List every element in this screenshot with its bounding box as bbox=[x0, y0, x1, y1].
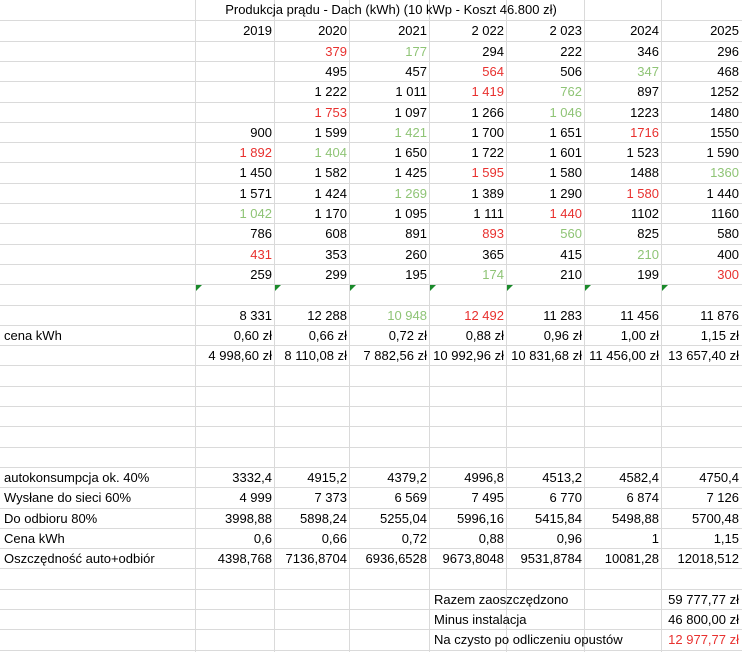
monthly-value-cell[interactable]: 1 424 bbox=[314, 186, 347, 201]
monthly-value-cell[interactable]: 1 404 bbox=[314, 145, 347, 160]
comment-indicator-icon bbox=[507, 285, 513, 291]
monthly-value-cell[interactable]: 1 571 bbox=[239, 186, 272, 201]
monthly-value-cell[interactable]: 897 bbox=[637, 84, 659, 99]
calc-value-cell[interactable]: 0,96 bbox=[556, 531, 582, 546]
monthly-value-cell[interactable]: 174 bbox=[482, 267, 504, 282]
price-cell[interactable]: 0,66 zł bbox=[308, 328, 347, 343]
calc-value-cell[interactable]: 1,15 bbox=[713, 531, 739, 546]
monthly-value-cell[interactable]: 296 bbox=[717, 44, 739, 59]
calc-row-label[interactable]: Cena kWh bbox=[4, 531, 65, 546]
calc-value-cell[interactable]: 5498,88 bbox=[612, 511, 659, 526]
annual-total-cell[interactable]: 12 492 bbox=[464, 308, 504, 323]
monthly-value-cell[interactable]: 431 bbox=[250, 247, 272, 262]
monthly-value-cell[interactable]: 891 bbox=[405, 226, 427, 241]
monthly-value-cell[interactable]: 353 bbox=[325, 247, 347, 262]
calc-value-cell[interactable]: 5996,16 bbox=[457, 511, 504, 526]
monthly-value-cell[interactable]: 1 111 bbox=[473, 206, 504, 221]
price-cell[interactable]: 0,96 zł bbox=[543, 328, 582, 343]
monthly-value-cell[interactable]: 400 bbox=[717, 247, 739, 262]
monthly-value-cell[interactable]: 1 046 bbox=[549, 105, 582, 120]
monthly-value-cell[interactable]: 580 bbox=[717, 226, 739, 241]
year-header[interactable]: 2021 bbox=[398, 23, 427, 38]
monthly-value-cell[interactable]: 210 bbox=[637, 247, 659, 262]
comment-indicator-icon bbox=[350, 285, 356, 291]
summary-label[interactable]: Minus instalacja bbox=[434, 612, 527, 627]
monthly-value-cell[interactable]: 1 419 bbox=[471, 84, 504, 99]
monthly-value-cell[interactable]: 1 580 bbox=[626, 186, 659, 201]
value-cell[interactable]: 8 110,08 zł bbox=[284, 348, 347, 363]
monthly-value-cell[interactable]: 1716 bbox=[630, 125, 659, 140]
monthly-value-cell[interactable]: 506 bbox=[560, 64, 582, 79]
calc-row-label[interactable]: Oszczędność auto+odbiór bbox=[4, 551, 155, 566]
monthly-value-cell[interactable]: 210 bbox=[560, 267, 582, 282]
price-cell[interactable]: 1,00 zł bbox=[620, 328, 659, 343]
year-header[interactable]: 2 023 bbox=[549, 23, 582, 38]
monthly-value-cell[interactable]: 195 bbox=[405, 267, 427, 282]
calc-value-cell[interactable]: 12018,512 bbox=[677, 551, 739, 566]
row-gridline bbox=[0, 447, 742, 448]
value-cell[interactable]: 10 831,68 zł bbox=[511, 348, 582, 363]
monthly-value-cell[interactable]: 786 bbox=[250, 226, 272, 241]
price-cell[interactable]: 0,88 zł bbox=[465, 328, 504, 343]
monthly-value-cell[interactable]: 1488 bbox=[630, 165, 659, 180]
calc-value-cell[interactable]: 7 373 bbox=[314, 490, 347, 505]
calc-value-cell[interactable]: 9673,8048 bbox=[442, 551, 504, 566]
calc-value-cell[interactable]: 6936,6528 bbox=[365, 551, 427, 566]
calc-value-cell[interactable]: 1 bbox=[651, 531, 659, 546]
monthly-value-cell[interactable]: 294 bbox=[482, 44, 504, 59]
calc-value-cell[interactable]: 0,88 bbox=[478, 531, 504, 546]
comment-indicator-icon bbox=[585, 285, 591, 291]
year-header[interactable]: 2024 bbox=[630, 23, 659, 38]
monthly-value-cell[interactable]: 1 700 bbox=[471, 125, 504, 140]
annual-total-cell[interactable]: 10 948 bbox=[387, 308, 427, 323]
year-header[interactable]: 2020 bbox=[318, 23, 347, 38]
monthly-value-cell[interactable]: 1 892 bbox=[239, 145, 272, 160]
monthly-value-cell[interactable]: 347 bbox=[637, 64, 659, 79]
calc-value-cell[interactable]: 6 770 bbox=[549, 490, 582, 505]
monthly-value-cell[interactable]: 365 bbox=[482, 247, 504, 262]
monthly-value-cell[interactable]: 1 580 bbox=[549, 165, 582, 180]
monthly-value-cell[interactable]: 260 bbox=[405, 247, 427, 262]
price-cell[interactable]: 0,72 zł bbox=[388, 328, 427, 343]
monthly-value-cell[interactable] bbox=[196, 82, 275, 102]
monthly-value-cell[interactable]: 300 bbox=[717, 267, 739, 282]
calc-value-cell[interactable]: 10081,28 bbox=[604, 551, 659, 566]
monthly-value-cell[interactable]: 379 bbox=[325, 44, 347, 59]
annual-total-cell[interactable]: 11 456 bbox=[620, 308, 659, 323]
summary-value[interactable]: 12 977,77 zł bbox=[668, 632, 739, 647]
value-cell[interactable]: 11 456,00 zł bbox=[589, 348, 659, 363]
monthly-value-cell[interactable] bbox=[196, 103, 275, 123]
summary-value[interactable]: 59 777,77 zł bbox=[668, 592, 739, 607]
monthly-value-cell[interactable]: 415 bbox=[560, 247, 582, 262]
monthly-value-cell[interactable]: 1 269 bbox=[394, 186, 427, 201]
value-cell[interactable]: 7 882,56 zł bbox=[363, 348, 427, 363]
calc-value-cell[interactable]: 4750,4 bbox=[699, 470, 739, 485]
monthly-value-cell[interactable]: 346 bbox=[637, 44, 659, 59]
calc-value-cell[interactable]: 7 126 bbox=[706, 490, 739, 505]
calc-value-cell[interactable]: 3998,88 bbox=[225, 511, 272, 526]
value-cell[interactable]: 13 657,40 zł bbox=[668, 348, 739, 363]
calc-value-cell[interactable]: 5898,24 bbox=[300, 511, 347, 526]
monthly-value-cell[interactable]: 1 266 bbox=[471, 105, 504, 120]
calc-value-cell[interactable]: 4513,2 bbox=[542, 470, 582, 485]
monthly-value-cell[interactable]: 825 bbox=[637, 226, 659, 241]
monthly-value-cell[interactable]: 1550 bbox=[710, 125, 739, 140]
calc-value-cell[interactable]: 6 569 bbox=[394, 490, 427, 505]
summary-label[interactable]: Razem zaoszczędzono bbox=[434, 592, 569, 607]
monthly-value-cell[interactable]: 560 bbox=[560, 226, 582, 241]
calc-value-cell[interactable]: 7136,8704 bbox=[285, 551, 347, 566]
year-header[interactable]: 2025 bbox=[710, 23, 739, 38]
monthly-value-cell[interactable]: 1480 bbox=[710, 105, 739, 120]
monthly-value-cell[interactable]: 495 bbox=[325, 64, 347, 79]
comment-indicator-icon bbox=[196, 285, 202, 291]
monthly-value-cell[interactable] bbox=[196, 62, 275, 82]
year-header[interactable]: 2 022 bbox=[471, 23, 504, 38]
monthly-value-cell[interactable]: 457 bbox=[405, 64, 427, 79]
calc-value-cell[interactable]: 4915,2 bbox=[307, 470, 347, 485]
monthly-value-cell[interactable]: 1252 bbox=[710, 84, 739, 99]
sheet-title: Produkcja prądu - Dach (kWh) (10 kWp - Koszt 46.800 zł) bbox=[225, 2, 557, 17]
monthly-value-cell[interactable]: 1 097 bbox=[394, 105, 427, 120]
monthly-value-cell[interactable]: 177 bbox=[405, 44, 427, 59]
monthly-value-cell[interactable]: 1 650 bbox=[394, 145, 427, 160]
price-cell[interactable]: 1,15 zł bbox=[700, 328, 739, 343]
calc-value-cell[interactable]: 4398,768 bbox=[217, 551, 272, 566]
row-gridline bbox=[0, 426, 742, 427]
calc-value-cell[interactable]: 7 495 bbox=[471, 490, 504, 505]
calc-value-cell[interactable]: 4582,4 bbox=[619, 470, 659, 485]
monthly-value-cell[interactable]: 299 bbox=[325, 267, 347, 282]
calc-value-cell[interactable]: 9531,8784 bbox=[520, 551, 582, 566]
row-gridline bbox=[0, 406, 742, 407]
calc-row-label[interactable]: Do odbioru 80% bbox=[4, 511, 98, 526]
value-cell[interactable]: 4 998,60 zł bbox=[208, 348, 272, 363]
monthly-value-cell[interactable]: 1 389 bbox=[471, 186, 504, 201]
monthly-value-cell[interactable]: 1360 bbox=[710, 165, 739, 180]
price-label[interactable]: cena kWh bbox=[4, 328, 62, 343]
monthly-value-cell[interactable]: 564 bbox=[482, 64, 504, 79]
calc-value-cell[interactable]: 3332,4 bbox=[232, 470, 272, 485]
monthly-value-cell[interactable]: 1 753 bbox=[314, 105, 347, 120]
comment-indicator-icon bbox=[430, 285, 436, 291]
monthly-value-cell[interactable] bbox=[196, 42, 275, 62]
monthly-value-cell[interactable]: 1 523 bbox=[626, 145, 659, 160]
calc-value-cell[interactable]: 5700,48 bbox=[692, 511, 739, 526]
monthly-value-cell[interactable]: 1 425 bbox=[394, 165, 427, 180]
monthly-value-cell[interactable]: 1 599 bbox=[314, 125, 347, 140]
annual-total-cell[interactable]: 11 283 bbox=[543, 308, 582, 323]
monthly-value-cell[interactable]: 1 440 bbox=[549, 206, 582, 221]
calc-value-cell[interactable]: 4379,2 bbox=[387, 470, 427, 485]
monthly-value-cell[interactable]: 1 095 bbox=[394, 206, 427, 221]
annual-total-cell[interactable]: 8 331 bbox=[239, 308, 272, 323]
monthly-value-cell[interactable]: 1 651 bbox=[549, 125, 582, 140]
calc-value-cell[interactable]: 0,66 bbox=[321, 531, 347, 546]
monthly-value-cell[interactable]: 1 222 bbox=[314, 84, 347, 99]
monthly-value-cell[interactable]: 1 450 bbox=[239, 165, 272, 180]
comment-indicator-icon bbox=[275, 285, 281, 291]
value-cell[interactable]: 10 992,96 zł bbox=[433, 348, 504, 363]
price-cell[interactable]: 0,60 zł bbox=[233, 328, 272, 343]
row-gridline bbox=[0, 386, 742, 387]
calc-value-cell[interactable]: 0,72 bbox=[401, 531, 427, 546]
monthly-value-cell[interactable]: 259 bbox=[250, 267, 272, 282]
monthly-value-cell[interactable]: 1 011 bbox=[395, 84, 427, 99]
monthly-value-cell[interactable]: 1 722 bbox=[471, 145, 504, 160]
calc-row-label[interactable]: autokonsumpcja ok. 40% bbox=[4, 470, 150, 485]
monthly-value-cell[interactable]: 222 bbox=[560, 44, 582, 59]
monthly-value-cell[interactable]: 468 bbox=[717, 64, 739, 79]
monthly-value-cell[interactable]: 199 bbox=[637, 267, 659, 282]
monthly-value-cell[interactable]: 900 bbox=[250, 125, 272, 140]
monthly-value-cell[interactable]: 1102 bbox=[631, 206, 659, 221]
monthly-value-cell[interactable]: 1160 bbox=[711, 206, 739, 221]
monthly-value-cell[interactable]: 893 bbox=[482, 226, 504, 241]
calc-value-cell[interactable]: 5415,84 bbox=[535, 511, 582, 526]
monthly-value-cell[interactable]: 1 590 bbox=[706, 145, 739, 160]
calc-value-cell[interactable]: 5255,04 bbox=[380, 511, 427, 526]
row-gridline bbox=[0, 650, 742, 651]
monthly-value-cell[interactable]: 1 042 bbox=[239, 206, 272, 221]
monthly-value-cell[interactable]: 1223 bbox=[630, 105, 659, 120]
annual-total-cell[interactable]: 11 876 bbox=[700, 308, 739, 323]
annual-total-cell[interactable]: 12 288 bbox=[307, 308, 347, 323]
summary-label[interactable]: Na czysto po odliczeniu opustów bbox=[434, 632, 623, 647]
monthly-value-cell[interactable]: 1 582 bbox=[314, 165, 347, 180]
monthly-value-cell[interactable]: 1 170 bbox=[314, 206, 347, 221]
calc-value-cell[interactable]: 4996,8 bbox=[464, 470, 504, 485]
monthly-value-cell[interactable]: 762 bbox=[560, 84, 582, 99]
monthly-value-cell[interactable]: 1 595 bbox=[471, 165, 504, 180]
monthly-value-cell[interactable]: 1 421 bbox=[394, 125, 427, 140]
calc-value-cell[interactable]: 6 874 bbox=[626, 490, 659, 505]
monthly-value-cell[interactable]: 1 440 bbox=[706, 186, 739, 201]
year-header[interactable]: 2019 bbox=[243, 23, 272, 38]
comment-indicator-icon bbox=[662, 285, 668, 291]
monthly-value-cell[interactable]: 608 bbox=[325, 226, 347, 241]
monthly-value-cell[interactable]: 1 290 bbox=[549, 186, 582, 201]
calc-row-label[interactable]: Wysłane do sieci 60% bbox=[4, 490, 132, 505]
summary-value[interactable]: 46 800,00 zł bbox=[668, 612, 739, 627]
calc-value-cell[interactable]: 4 999 bbox=[239, 490, 272, 505]
calc-value-cell[interactable]: 0,6 bbox=[253, 531, 272, 546]
monthly-value-cell[interactable]: 1 601 bbox=[549, 145, 582, 160]
